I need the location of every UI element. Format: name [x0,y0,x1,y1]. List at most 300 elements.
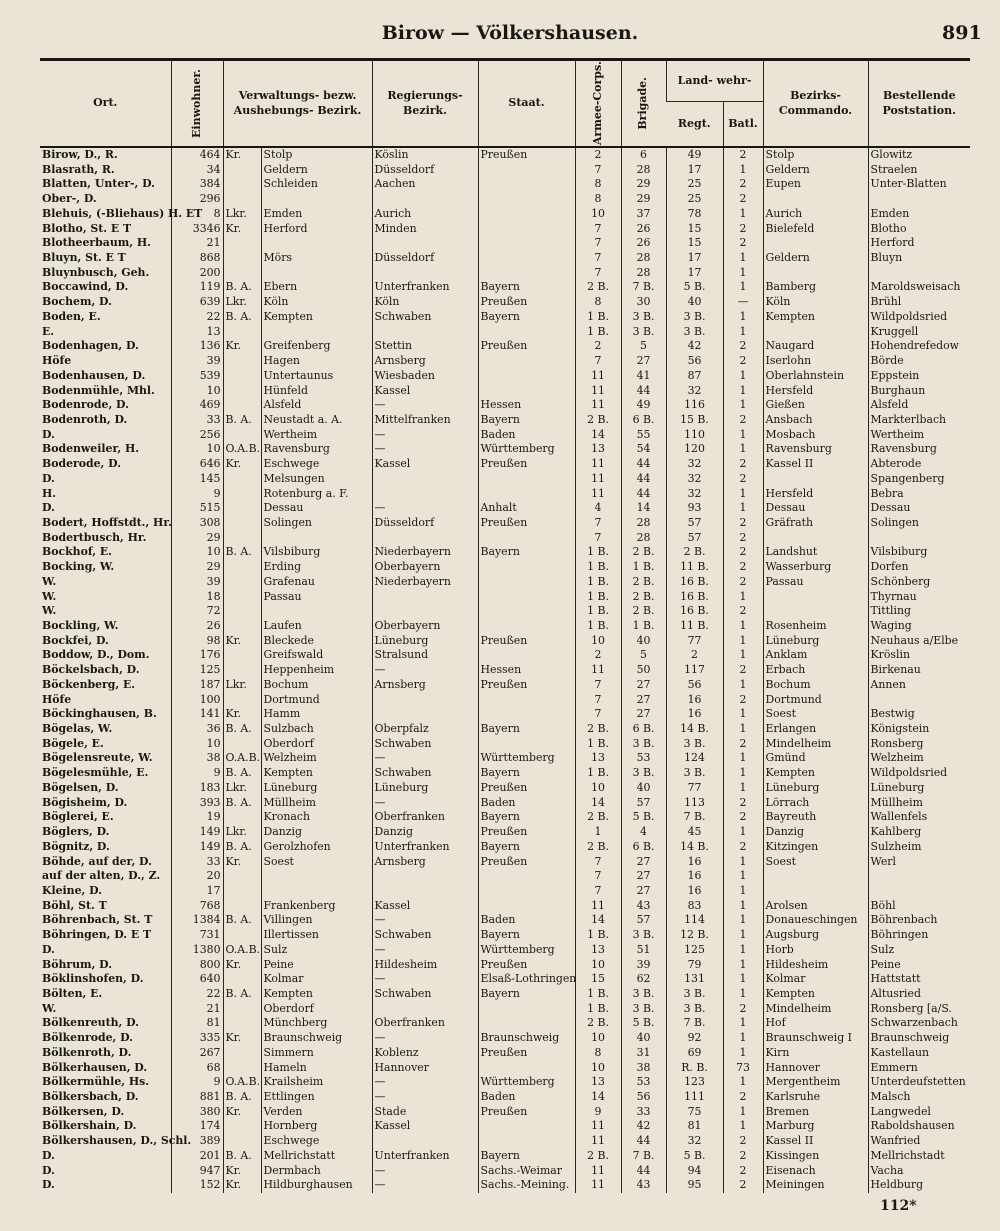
table-row [40,295,970,310]
table-row [40,825,970,840]
cell-armee-corps: 10 [575,1031,621,1046]
cell-batl: 2 [723,796,763,811]
cell-bezirks-commando: Donaueschingen [763,913,868,928]
cell-bezirks-commando [763,884,868,899]
cell-ort: Blotho, St. E T [42,221,132,235]
running-title: Birow — Völkershausen. [381,22,639,44]
cell-batl: 2 [723,177,763,192]
cell-brigade: 51 [621,943,666,958]
cell-ort: Bodert, Hoffstdt., Hr. [42,515,172,529]
cell-brigade: 27 [621,678,666,693]
cell-regt: 75 [666,1105,723,1120]
cell-armee-corps: 2 B. [575,413,621,428]
cell-verwaltung: Eschwege [261,1134,372,1149]
cell-bezirks-commando [763,604,868,619]
cell-batl: 1 [723,251,763,266]
table-row [40,1002,970,1017]
cell-einwohner: 10 [171,442,223,457]
cell-verwaltung: Greifswald [261,648,372,663]
cell-regierung: — [372,501,478,516]
cell-brigade: 42 [621,1119,666,1134]
cell-regt: 49 [666,147,723,163]
cell-bezirks-commando: Bielefeld [763,222,868,237]
cell-brigade: 28 [621,531,666,546]
cell-bezirks-commando: Hannover [763,1061,868,1076]
cell-einwohner: 183 [171,781,223,796]
cell-staat: Württemberg [478,1075,575,1090]
cell-einwohner: 136 [171,339,223,354]
cell-armee-corps: 13 [575,943,621,958]
cell-poststation [868,869,970,884]
cell-verwaltung-typ: O.A.B. [223,751,261,766]
cell-staat: Hessen [478,398,575,413]
cell-einwohner: 201 [171,1149,223,1164]
cell-ort: H. [42,486,57,500]
cell-einwohner: 515 [171,501,223,516]
cell-armee-corps: 2 B. [575,1149,621,1164]
cell-regt: 87 [666,369,723,384]
cell-armee-corps: 14 [575,796,621,811]
cell-ort: Bockling, W. [42,619,119,632]
cell-poststation: Wallenfels [868,810,970,825]
cell-armee-corps: 11 [575,398,621,413]
cell-verwaltung: Danzig [261,825,372,840]
cell-verwaltung [261,604,372,619]
cell-bezirks-commando: Dortmund [763,693,868,708]
table-row [40,663,970,678]
cell-regt: 57 [666,531,723,546]
cell-verwaltung: Hagen [261,354,372,369]
cell-regt: 95 [666,1178,723,1193]
cell-bezirks-commando: Hersfeld [763,487,868,502]
cell-verwaltung: Verden [261,1105,372,1120]
cell-verwaltung: Sulz [261,943,372,958]
cell-ort: Böckenberg, E. [42,677,136,691]
cell-regt: 11 B. [666,619,723,634]
cell-staat [478,531,575,546]
cell-armee-corps: 2 B. [575,1016,621,1031]
cell-armee-corps: 1 B. [575,545,621,560]
cell-bezirks-commando: Gießen [763,398,868,413]
cell-armee-corps: 10 [575,958,621,973]
cell-einwohner: 868 [171,251,223,266]
cell-batl: 1 [723,899,763,914]
cell-regierung: Oberbayern [372,619,478,634]
cell-bezirks-commando: Meiningen [763,1178,868,1193]
cell-verwaltung-typ [223,619,261,634]
table-row [40,339,970,354]
cell-batl: 1 [723,1075,763,1090]
cell-brigade: 28 [621,163,666,178]
cell-verwaltung-typ [223,972,261,987]
cell-einwohner: 639 [171,295,223,310]
cell-verwaltung: Hünfeld [261,384,372,399]
table-row [40,457,970,472]
table-row [40,987,970,1002]
cell-verwaltung: Soest [261,855,372,870]
cell-brigade: 5 B. [621,1016,666,1031]
cell-bezirks-commando: Soest [763,707,868,722]
cell-einwohner: 68 [171,1061,223,1076]
cell-regierung: Niederbayern [372,575,478,590]
cell-verwaltung-typ [223,236,261,251]
table-row [40,766,970,781]
cell-staat: Preußen [478,295,575,310]
cell-verwaltung-typ [223,1002,261,1017]
cell-staat: Bayern [478,928,575,943]
table-row [40,442,970,457]
cell-poststation: Unter-Blatten [868,177,970,192]
cell-einwohner: 1384 [171,913,223,928]
cell-brigade: 27 [621,354,666,369]
col-regierung: Regierungs- Bezirk. [372,61,478,147]
table-row [40,531,970,546]
cell-staat: Preußen [478,516,575,531]
cell-einwohner: 145 [171,472,223,487]
cell-batl: 2 [723,1164,763,1179]
cell-poststation: Emden [868,207,970,222]
table-row [40,604,970,619]
cell-brigade: 44 [621,1134,666,1149]
cell-ort: Bölkermühle, Hs. [42,1075,150,1089]
cell-armee-corps: 11 [575,1134,621,1149]
cell-regierung: Schwaben [372,737,478,752]
cell-verwaltung [261,531,372,546]
cell-ort: W. [42,589,57,603]
table-row [40,1046,970,1061]
cell-brigade: 40 [621,781,666,796]
cell-bezirks-commando: Passau [763,575,868,590]
cell-regierung [372,266,478,281]
cell-batl: 1 [723,310,763,325]
cell-verwaltung: Untertaunus [261,369,372,384]
table-row [40,398,970,413]
cell-batl: 2 [723,147,763,163]
cell-verwaltung [261,869,372,884]
cell-verwaltung-typ: O.A.B. [223,1075,261,1090]
cell-staat [478,236,575,251]
cell-batl: 1 [723,207,763,222]
cell-staat [478,1119,575,1134]
cell-einwohner: 947 [171,1164,223,1179]
cell-brigade: 6 B. [621,413,666,428]
cell-regierung: — [372,796,478,811]
cell-armee-corps: 9 [575,1105,621,1120]
cell-verwaltung-typ: B. A. [223,1149,261,1164]
cell-armee-corps: 7 [575,531,621,546]
table-row [40,928,970,943]
cell-poststation: Heldburg [868,1178,970,1193]
cell-batl: 1 [723,384,763,399]
cell-ort: Böhl, St. T [42,898,107,912]
cell-verwaltung-typ: B. A. [223,796,261,811]
cell-ort: Bockfei, D. [42,633,109,647]
cell-einwohner: 380 [171,1105,223,1120]
cell-poststation: Annen [868,678,970,693]
cell-verwaltung-typ [223,177,261,192]
cell-staat: Hessen [478,663,575,678]
table-row [40,958,970,973]
col-batl: Batl. [723,102,763,148]
cell-ort: W. [42,574,57,588]
cell-verwaltung-typ [223,163,261,178]
cell-verwaltung-typ [223,1016,261,1031]
cell-verwaltung: Mörs [261,251,372,266]
cell-brigade: 3 B. [621,928,666,943]
cell-batl: 2 [723,192,763,207]
cell-einwohner: 33 [171,855,223,870]
page-number: 891 [942,22,982,44]
cell-poststation: Hattstatt [868,972,970,987]
cell-verwaltung-typ: Kr. [223,634,261,649]
cell-brigade: 6 [621,147,666,163]
cell-ort: Böckinghausen, B. [42,707,157,721]
cell-batl: 2 [723,472,763,487]
cell-verwaltung-typ: B. A. [223,1090,261,1105]
cell-bezirks-commando: Kirn [763,1046,868,1061]
cell-regt: 93 [666,501,723,516]
table-row [40,855,970,870]
cell-staat: Bayern [478,987,575,1002]
cell-einwohner: 39 [171,575,223,590]
cell-einwohner: 640 [171,972,223,987]
cell-verwaltung: Herford [261,222,372,237]
cell-einwohner: 18 [171,590,223,605]
cell-brigade: 37 [621,207,666,222]
cell-batl: 1 [723,825,763,840]
cell-batl: — [723,295,763,310]
cell-verwaltung: Illertissen [261,928,372,943]
cell-regierung: Arnsberg [372,678,478,693]
cell-batl: 2 [723,575,763,590]
cell-verwaltung: Laufen [261,619,372,634]
cell-poststation: Raboldshausen [868,1119,970,1134]
cell-brigade: 27 [621,884,666,899]
cell-brigade: 6 B. [621,840,666,855]
cell-einwohner: 731 [171,928,223,943]
cell-poststation: Wanfried [868,1134,970,1149]
cell-regierung: Oberfranken [372,1016,478,1031]
cell-staat [478,737,575,752]
cell-poststation: Schwarzenbach [868,1016,970,1031]
cell-armee-corps: 4 [575,501,621,516]
cell-einwohner: 393 [171,796,223,811]
cell-batl: 2 [723,1090,763,1105]
cell-batl: 2 [723,457,763,472]
cell-verwaltung: Hamm [261,707,372,722]
cell-staat: Bayern [478,413,575,428]
cell-bezirks-commando: Landshut [763,545,868,560]
cell-verwaltung-typ [223,192,261,207]
cell-armee-corps: 2 [575,147,621,163]
table-row [40,781,970,796]
cell-regt: 16 [666,693,723,708]
cell-batl: 2 [723,604,763,619]
cell-regt: 40 [666,295,723,310]
cell-regierung: — [372,1178,478,1193]
cell-regt: 7 B. [666,1016,723,1031]
table-row [40,943,970,958]
cell-batl: 1 [723,280,763,295]
cell-verwaltung: Mellrichstatt [261,1149,372,1164]
cell-poststation: Kastellaun [868,1046,970,1061]
cell-verwaltung-typ [223,398,261,413]
cell-einwohner: 308 [171,516,223,531]
cell-brigade: 41 [621,369,666,384]
cell-poststation: Spangenberg [868,472,970,487]
cell-staat [478,560,575,575]
cell-brigade: 3 B. [621,325,666,340]
cell-brigade: 5 [621,648,666,663]
cell-einwohner: 9 [171,766,223,781]
cell-regt: 3 B. [666,1002,723,1017]
cell-armee-corps: 11 [575,1178,621,1193]
cell-bezirks-commando: Bayreuth [763,810,868,825]
cell-brigade: 40 [621,1031,666,1046]
cell-verwaltung-typ [223,663,261,678]
cell-brigade: 7 B. [621,280,666,295]
cell-regierung: Koblenz [372,1046,478,1061]
cell-bezirks-commando: Ansbach [763,413,868,428]
cell-einwohner: 149 [171,825,223,840]
cell-verwaltung: Münchberg [261,1016,372,1031]
cell-regierung: Düsseldorf [372,516,478,531]
cell-poststation: Maroldsweisach [868,280,970,295]
cell-brigade: 44 [621,487,666,502]
table-row [40,1134,970,1149]
cell-brigade: 28 [621,266,666,281]
table-row [40,369,970,384]
cell-verwaltung: Oberdorf [261,1002,372,1017]
cell-regierung: Oberbayern [372,560,478,575]
cell-ort: Böckelsbach, D. [42,663,140,677]
cell-regt: 5 B. [666,1149,723,1164]
cell-regt: 77 [666,634,723,649]
cell-batl: 1 [723,678,763,693]
cell-regierung [372,192,478,207]
cell-staat [478,163,575,178]
cell-verwaltung-typ [223,501,261,516]
cell-staat [478,192,575,207]
cell-bezirks-commando: Bamberg [763,280,868,295]
cell-regierung: Schwaben [372,987,478,1002]
table-row [40,693,970,708]
cell-brigade: 1 B. [621,619,666,634]
cell-batl: 1 [723,781,763,796]
cell-staat: Württemberg [478,943,575,958]
cell-bezirks-commando [763,236,868,251]
cell-batl: 2 [723,545,763,560]
cell-batl: 1 [723,369,763,384]
cell-regierung [372,1002,478,1017]
cell-verwaltung: Welzheim [261,751,372,766]
cell-armee-corps: 1 B. [575,1002,621,1017]
cell-verwaltung-typ [223,575,261,590]
cell-armee-corps: 1 B. [575,619,621,634]
cell-poststation: Wertheim [868,428,970,443]
cell-poststation: Thyrnau [868,590,970,605]
cell-brigade: 4 [621,825,666,840]
cell-brigade: 44 [621,384,666,399]
col-staat: Staat. [478,61,575,147]
cell-regt: 3 B. [666,737,723,752]
cell-ort: Bögelesmühle, E. [42,766,149,780]
cell-ort: W. [42,1001,57,1015]
cell-regt: 12 B. [666,928,723,943]
table-row [40,575,970,590]
cell-verwaltung-typ [223,369,261,384]
cell-einwohner: 10 [171,545,223,560]
cell-verwaltung-typ: Lkr. [223,207,261,222]
table-row [40,1178,970,1193]
col-ort: Ort. [40,61,171,147]
cell-poststation: Dessau [868,501,970,516]
cell-staat [478,590,575,605]
cell-einwohner: 100 [171,693,223,708]
cell-verwaltung-typ [223,325,261,340]
cell-poststation: Kahlberg [868,825,970,840]
cell-batl: 1 [723,590,763,605]
cell-verwaltung: Krailsheim [261,1075,372,1090]
cell-regt: 124 [666,751,723,766]
cell-ort: Blehuis, (-Bliehaus) H. ET [42,206,203,220]
cell-regt: 94 [666,1164,723,1179]
table-row [40,516,970,531]
cell-einwohner: 98 [171,634,223,649]
cell-verwaltung: Frankenberg [261,899,372,914]
cell-regt: 56 [666,678,723,693]
cell-verwaltung-typ [223,384,261,399]
cell-batl: 2 [723,236,763,251]
cell-regierung [372,236,478,251]
cell-einwohner: 768 [171,899,223,914]
cell-ort: Bölkenreuth, D. [42,1016,139,1030]
cell-ort: Böglerei, E. [42,810,114,824]
cell-batl: 1 [723,751,763,766]
cell-regt: 11 B. [666,560,723,575]
cell-verwaltung: Bleckede [261,634,372,649]
cell-einwohner: 36 [171,722,223,737]
cell-einwohner: 17 [171,884,223,899]
cell-bezirks-commando: Dessau [763,501,868,516]
cell-regt: 25 [666,192,723,207]
table-row [40,1031,970,1046]
cell-verwaltung: Ebern [261,280,372,295]
cell-bezirks-commando: Mindelheim [763,737,868,752]
cell-regt: 79 [666,958,723,973]
cell-staat: Baden [478,428,575,443]
cell-regierung: Hildesheim [372,958,478,973]
cell-poststation: Ronsberg [a/S. [868,1002,970,1017]
cell-ort: Böhde, auf der, D. [42,854,152,868]
cell-verwaltung-typ: B. A. [223,913,261,928]
cell-regt: 45 [666,825,723,840]
cell-verwaltung: Kempten [261,310,372,325]
cell-staat [478,648,575,663]
cell-ort: Böhrenbach, St. T [42,913,153,927]
cell-batl: 1 [723,972,763,987]
cell-poststation: Markterlbach [868,413,970,428]
cell-ort: D. [42,427,55,441]
cell-brigade: 27 [621,855,666,870]
cell-staat: Elsaß-Lothringen [478,972,575,987]
cell-verwaltung: Kempten [261,987,372,1002]
cell-brigade: 56 [621,1090,666,1105]
cell-bezirks-commando: Bochum [763,678,868,693]
cell-ort: Bögelsen, D. [42,780,119,794]
cell-poststation: Böhrenbach [868,913,970,928]
cell-verwaltung-typ: B. A. [223,987,261,1002]
